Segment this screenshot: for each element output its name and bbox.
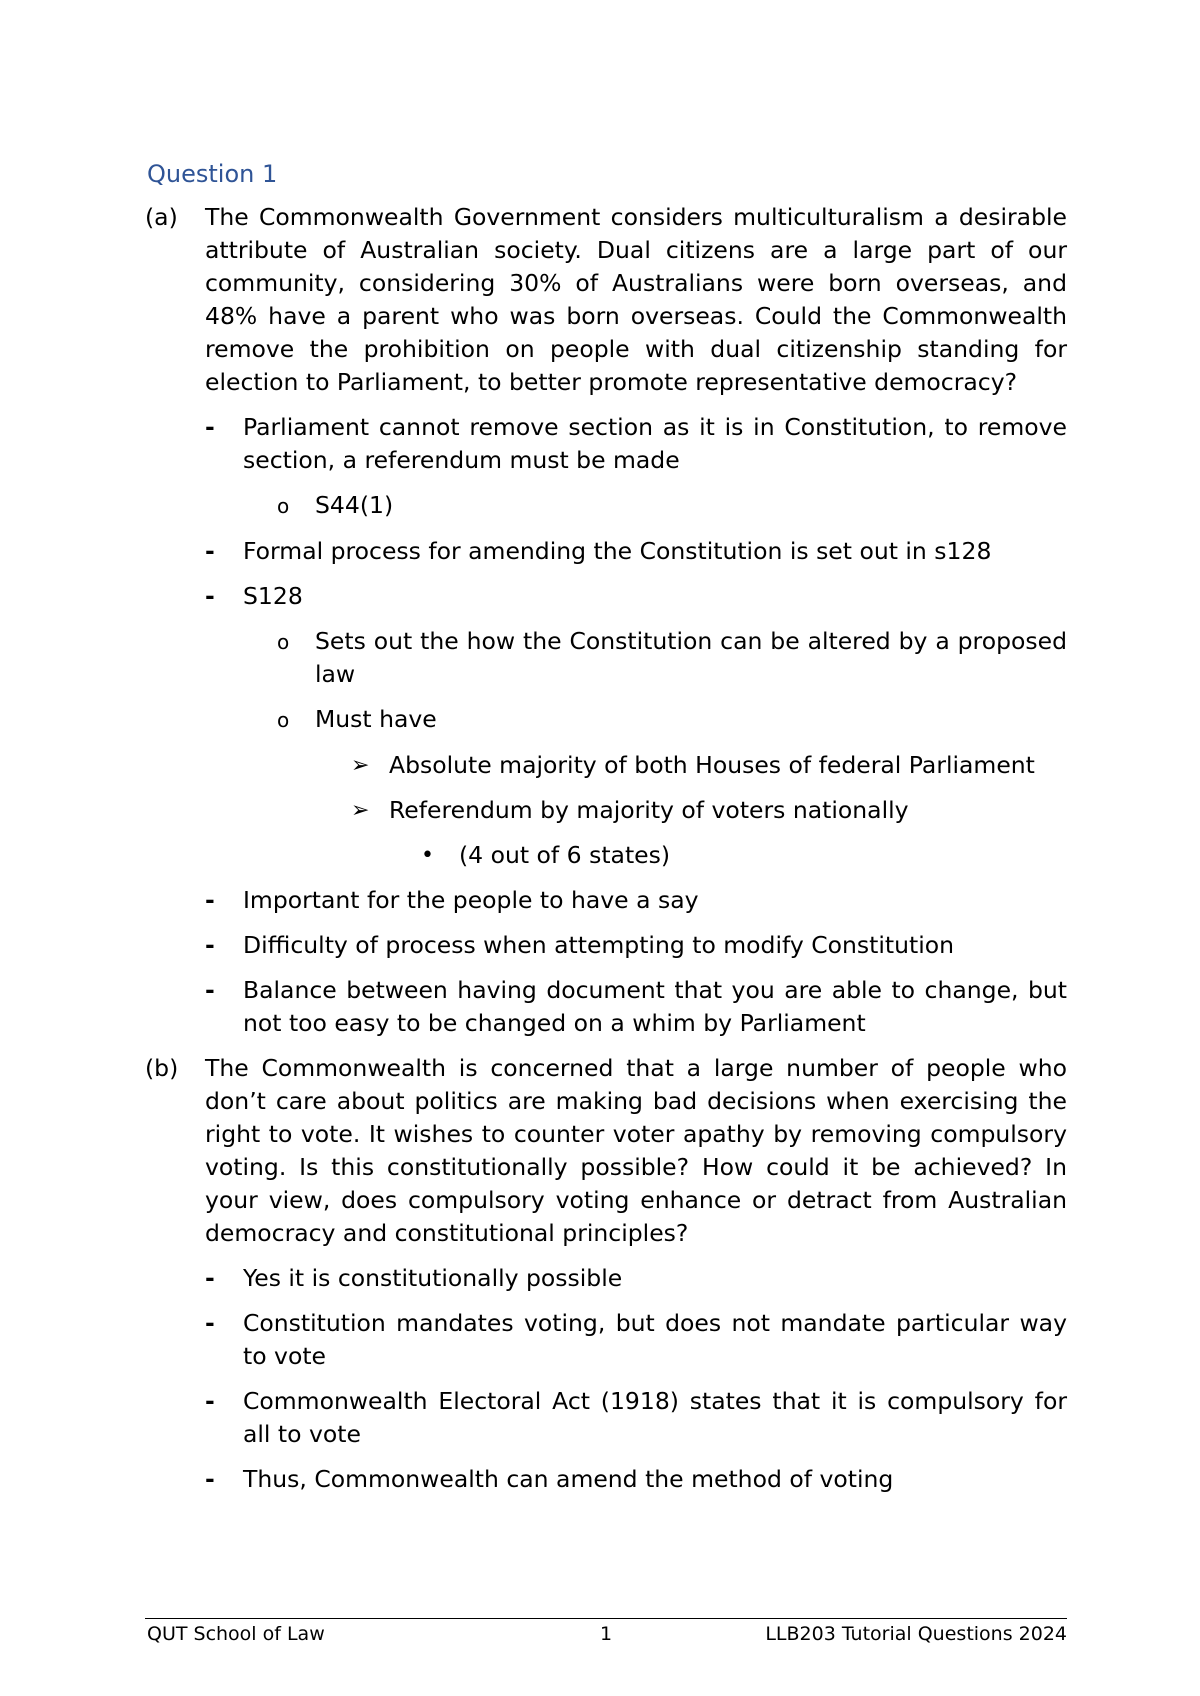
list-item	[145, 929, 1067, 962]
dash-bullet-icon: -	[205, 1465, 215, 1493]
list-item-text: Yes it is constitutionally possible	[243, 1264, 623, 1292]
dash-bullet-icon: -	[205, 413, 215, 441]
circle-bullet-icon: o	[277, 494, 290, 518]
list-item	[145, 1262, 1067, 1295]
footer-school: QUT School of Law	[147, 1623, 325, 1645]
arrow-bullet-icon: ➢	[351, 798, 370, 823]
list-item-text: Sets out the how the Constitution can be altered by a proposed law	[315, 627, 1067, 688]
list-item-text: Important for the people to have a say	[243, 886, 699, 914]
circle-bullet-icon: o	[277, 630, 290, 654]
list-item	[145, 625, 1067, 691]
dash-bullet-icon: -	[205, 1264, 215, 1292]
list-item-text: Commonwealth Electoral Act (1918) states that it is compulsory for all to vote	[243, 1387, 1067, 1448]
list-item-text: S44(1)	[315, 491, 394, 519]
list-item	[145, 839, 1067, 872]
arrow-bullet-icon: ➢	[351, 753, 370, 778]
list-item	[145, 884, 1067, 917]
list-item-text: Constitution mandates voting, but does not mandate particular way to vote	[243, 1309, 1067, 1370]
list-item	[145, 703, 1067, 737]
question-a-text: The Commonwealth Government considers multiculturalism a desirable attribute of Australian society. Dual citizens are a large part of our community, considering 30% of Australians were born overseas, and 48% have a parent who was born overseas. Could the Commonwealth remove the prohibition on people with dual citizenship standing for election to Parliament, to better promote representative democracy?	[205, 203, 1067, 396]
list-item	[145, 794, 1067, 827]
dash-bullet-icon: -	[205, 976, 215, 1004]
dash-bullet-icon: -	[205, 537, 215, 565]
list-item	[145, 1463, 1067, 1496]
list-item-text: Formal process for amending the Constitution is set out in s128	[243, 537, 992, 565]
list-item-text: Absolute majority of both Houses of federal Parliament	[389, 751, 1035, 779]
page-heading: Question 1	[147, 160, 278, 188]
list-item	[145, 411, 1067, 477]
list-item	[145, 749, 1067, 782]
list-item-text: Parliament cannot remove section as it is in Constitution, to remove section, a referendum must be made	[243, 413, 1067, 474]
list-item	[145, 974, 1067, 1040]
list-item	[145, 1307, 1067, 1373]
dash-bullet-icon: -	[205, 582, 215, 610]
dash-bullet-icon: -	[205, 886, 215, 914]
question-a-label: (a)	[145, 203, 178, 231]
document-body	[145, 201, 1067, 1508]
list-item-text: S128	[243, 582, 303, 610]
question-b-text: The Commonwealth is concerned that a large number of people who don’t care about politics are making bad decisions when exercising the right to vote. It wishes to counter voter apathy by removing compulsory voting. Is this constitutionally possible? How could it be achieved? In your view, does compulsory voting enhance or detract from Australian democracy and constitutional principles?	[205, 1054, 1067, 1247]
list-item	[145, 1385, 1067, 1451]
list-item	[145, 489, 1067, 523]
dot-bullet-icon: •	[421, 843, 434, 868]
question-a	[145, 201, 1067, 399]
list-item	[145, 535, 1067, 568]
list-item-text: Thus, Commonwealth can amend the method of voting	[243, 1465, 894, 1493]
footer-course-title: LLB203 Tutorial Questions 2024	[765, 1623, 1067, 1645]
list-item-text: (4 out of 6 states)	[459, 841, 671, 869]
dash-bullet-icon: -	[205, 1309, 215, 1337]
dash-bullet-icon: -	[205, 931, 215, 959]
list-item-text: Difficulty of process when attempting to modify Constitution	[243, 931, 955, 959]
question-b	[145, 1052, 1067, 1250]
list-item-text: Must have	[315, 705, 437, 733]
list-item-text: Balance between having document that you are able to change, but not too easy to be changed on a whim by Parliament	[243, 976, 1067, 1037]
dash-bullet-icon: -	[205, 1387, 215, 1415]
list-item	[145, 580, 1067, 613]
list-item-text: Referendum by majority of voters nationally	[389, 796, 909, 824]
circle-bullet-icon: o	[277, 708, 290, 732]
footer-divider	[145, 1618, 1067, 1619]
footer-page-number: 1	[600, 1623, 613, 1645]
question-b-label: (b)	[145, 1054, 179, 1082]
